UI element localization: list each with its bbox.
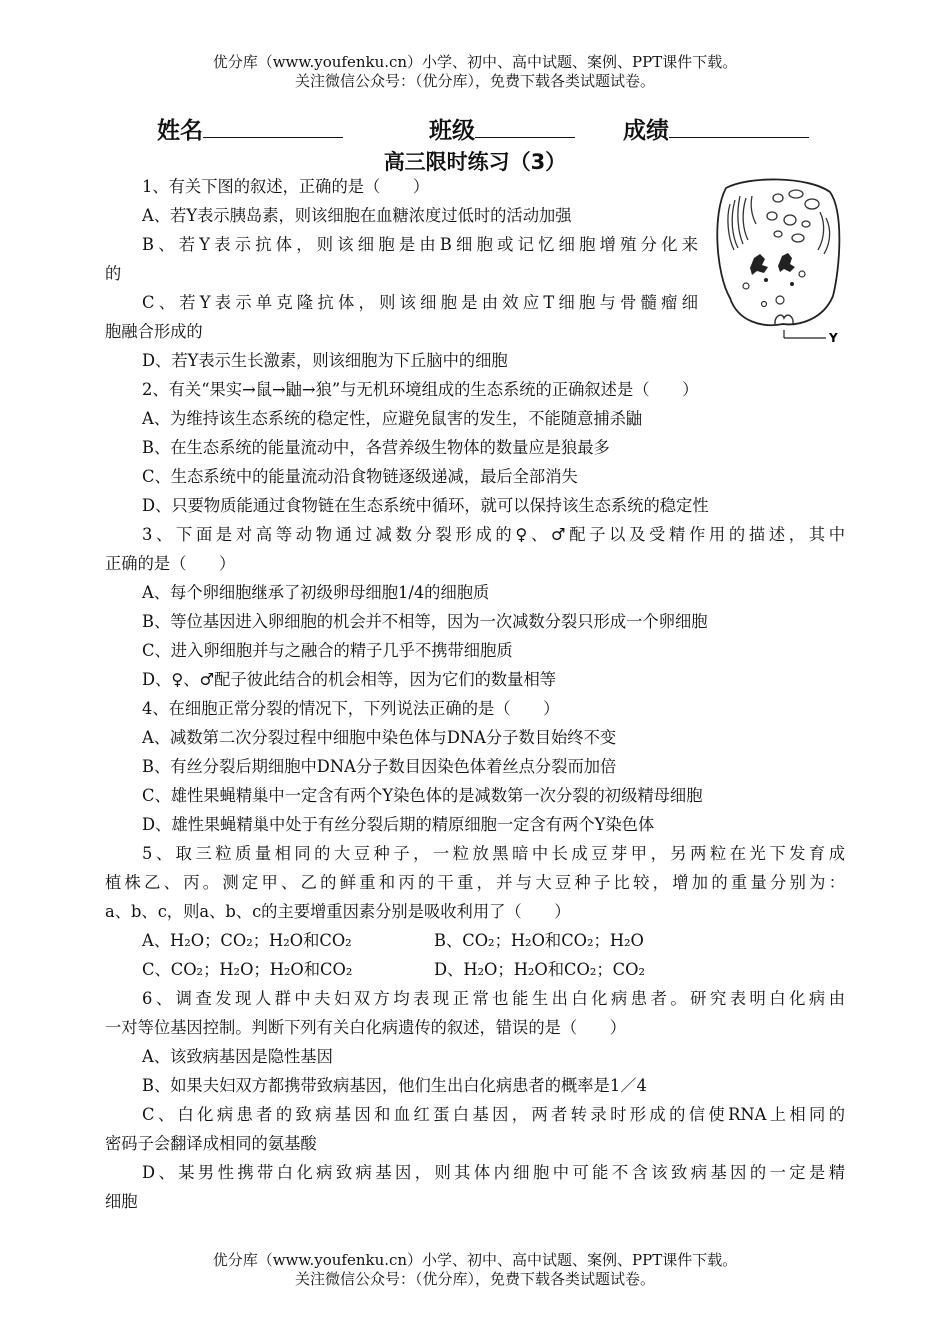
footer-line-2: 关注微信公众号：（优分库），免费下载各类试题试卷。 <box>294 1270 655 1288</box>
question-5-cont-2: a、b、c，则a、b、c的主要增重因素分别是吸收利用了（ ） <box>105 902 571 921</box>
q6-option-c: C、白化病患者的致病基因和血红蛋白基因，两者转录时形成的信使RNA上相同的 <box>142 1105 845 1124</box>
q5-option-c: C、CO₂；H₂O；H₂O和CO₂ <box>142 960 353 979</box>
q2-option-b: B、在生态系统的能量流动中，各营养级生物体的数量应是狼最多 <box>142 438 610 457</box>
question-3-cont: 正确的是（ ） <box>105 554 236 573</box>
q1-option-c-cont: 胞融合形成的 <box>105 322 203 341</box>
q6-option-b: B、如果夫妇双方都携带致病基因，他们生出白化病患者的概率是1／4 <box>142 1076 647 1095</box>
q1-option-b: B、若Y表示抗体，则该细胞是由B细胞或记忆细胞增殖分化来 <box>142 235 698 254</box>
header-line-1: 优分库（www.youfenku.cn）小学、初中、高中试题、案例、PPT课件下载。 <box>212 53 738 71</box>
question-6: 6、调查发现人群中夫妇双方均表现正常也能生出白化病患者。研究表明白化病由 <box>142 989 845 1008</box>
footer-line-1: 优分库（www.youfenku.cn）小学、初中、高中试题、案例、PPT课件下载。 <box>212 1251 738 1269</box>
q1-option-d: D、若Y表示生长激素，则该细胞为下丘脑中的细胞 <box>142 351 508 370</box>
name-label: 姓名 <box>157 118 203 144</box>
q3-option-c: C、进入卵细胞并与之融合的精子几乎不携带细胞质 <box>142 641 513 660</box>
q3-option-d: D、♀、♂配子彼此结合的机会相等，因为它们的数量相等 <box>142 670 557 689</box>
cell-diagram <box>708 178 848 346</box>
class-blank[interactable] <box>475 115 575 138</box>
class-label: 班级 <box>429 118 476 144</box>
score-label: 成绩 <box>623 118 670 144</box>
q5-option-d: D、H₂O；H₂O和CO₂；CO₂ <box>434 960 645 979</box>
question-6-cont: 一对等位基因控制。判断下列有关白化病遗传的叙述，错误的是（ ） <box>105 1018 627 1037</box>
figure-y-label: Y <box>829 331 838 345</box>
question-5-cont-1: 植株乙、丙。测定甲、乙的鲜重和丙的干重，并与大豆种子比较，增加的重量分别为： <box>105 873 845 892</box>
page-title: 高三限时练习（3） <box>383 150 567 174</box>
q5-option-a: A、H₂O；CO₂；H₂O和CO₂ <box>142 931 352 950</box>
q3-option-a: A、每个卵细胞继承了初级卵母细胞1/4的细胞质 <box>142 583 490 602</box>
q4-option-d: D、雄性果蝇精巢中处于有丝分裂后期的精原细胞一定含有两个Y染色体 <box>142 815 655 834</box>
name-blank[interactable] <box>203 115 343 138</box>
question-4: 4、在细胞正常分裂的情况下，下列说法正确的是（ ） <box>142 699 560 718</box>
q1-option-a: A、若Y表示胰岛素，则该细胞在血糖浓度过低时的活动加强 <box>142 206 572 225</box>
q5-option-b: B、CO₂；H₂O和CO₂；H₂O <box>434 931 644 950</box>
question-3: 3、下面是对高等动物通过减数分裂形成的♀、♂配子以及受精作用的描述，其中 <box>142 525 845 544</box>
q2-option-a: A、为维持该生态系统的稳定性，应避免鼠害的发生，不能随意捕杀鼬 <box>142 409 643 428</box>
score-blank[interactable] <box>669 115 809 138</box>
q2-option-d: D、只要物质能通过食物链在生态系统中循环，就可以保持该生态系统的稳定性 <box>142 496 709 515</box>
q1-option-b-cont: 的 <box>105 264 122 283</box>
header-line-2: 关注微信公众号：（优分库），免费下载各类试题试卷。 <box>294 72 655 90</box>
question-5: 5、取三粒质量相同的大豆种子，一粒放黑暗中长成豆芽甲，另两粒在光下发育成 <box>142 844 845 863</box>
q6-option-d: D、某男性携带白化病致病基因，则其体内细胞中可能不含该致病基因的一定是精 <box>142 1163 845 1182</box>
q2-option-c: C、生态系统中的能量流动沿食物链逐级递减，最后全部消失 <box>142 467 578 486</box>
q4-option-a: A、减数第二次分裂过程中细胞中染色体与DNA分子数目始终不变 <box>142 728 617 747</box>
question-2: 2、有关“果实→鼠→鼬→狼”与无机环境组成的生态系统的正确叙述是（ ） <box>142 380 699 399</box>
q3-option-b: B、等位基因进入卵细胞的机会并不相等，因为一次减数分裂只形成一个卵细胞 <box>142 612 708 631</box>
q4-option-b: B、有丝分裂后期细胞中DNA分子数目因染色体着丝点分裂而加倍 <box>142 757 617 776</box>
q6-option-d-cont: 细胞 <box>105 1192 138 1211</box>
student-info-bar <box>157 112 809 145</box>
question-1: 1、有关下图的叙述，正确的是（ ） <box>142 177 430 196</box>
q1-option-c: C、若Y表示单克隆抗体，则该细胞是由效应T细胞与骨髓瘤细 <box>142 293 698 312</box>
q6-option-a: A、该致病基因是隐性基因 <box>142 1047 333 1066</box>
q4-option-c: C、雄性果蝇精巢中一定含有两个Y染色体的是减数第一次分裂的初级精母细胞 <box>142 786 703 805</box>
q6-option-c-cont: 密码子会翻译成相同的氨基酸 <box>105 1134 317 1153</box>
